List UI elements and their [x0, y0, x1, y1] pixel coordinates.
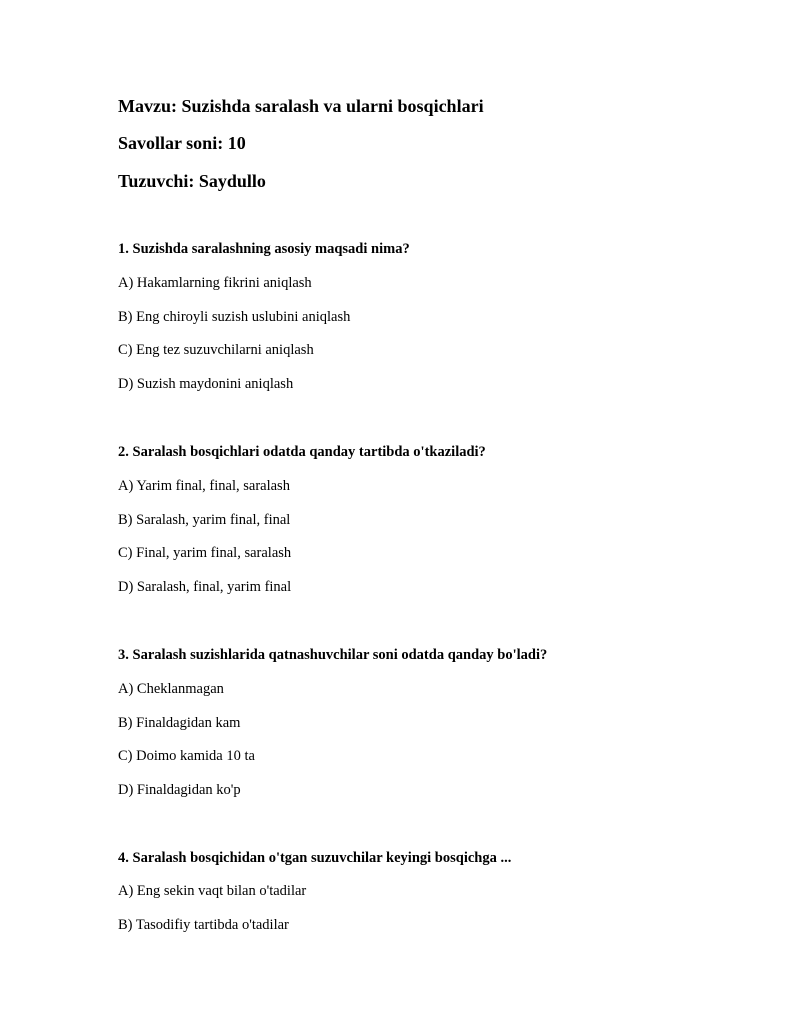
- option-d: D) Saralash, final, yarim final: [118, 579, 292, 595]
- option-a: A) Yarim final, final, saralash: [118, 478, 290, 494]
- option-a: A) Eng sekin vaqt bilan o'tadilar: [118, 883, 307, 899]
- question-text: 3. Saralash suzishlarida qatnashuvchilar soni odatda qanday bo'ladi?: [118, 647, 548, 663]
- option-d: D) Finaldagidan ko'p: [118, 782, 241, 798]
- option-d: D) Suzish maydonini aniqlash: [118, 376, 294, 392]
- question-text: 4. Saralash bosqichidan o'tgan suzuvchilar keyingi bosqichga ...: [118, 850, 512, 866]
- option-a: A) Hakamlarning fikrini aniqlash: [118, 275, 312, 291]
- option-b: B) Finaldagidan kam: [118, 715, 241, 731]
- option-c: C) Eng tez suzuvchilarni aniqlash: [118, 342, 314, 358]
- author-heading: Tuzuvchi: Saydullo: [118, 171, 266, 191]
- option-b: B) Tasodifiy tartibda o'tadilar: [118, 917, 289, 933]
- option-b: B) Saralash, yarim final, final: [118, 512, 291, 528]
- question-text: 2. Saralash bosqichlari odatda qanday tartibda o'tkaziladi?: [118, 444, 486, 460]
- option-a: A) Cheklanmagan: [118, 681, 224, 697]
- option-c: C) Doimo kamida 10 ta: [118, 748, 255, 764]
- question-count-heading: Savollar soni: 10: [118, 133, 246, 153]
- option-c: C) Final, yarim final, saralash: [118, 545, 292, 561]
- question-text: 1. Suzishda saralashning asosiy maqsadi nima?: [118, 241, 410, 257]
- topic-heading: Mavzu: Suzishda saralash va ularni bosqichlari: [118, 96, 484, 116]
- option-b: B) Eng chiroyli suzish uslubini aniqlash: [118, 309, 351, 325]
